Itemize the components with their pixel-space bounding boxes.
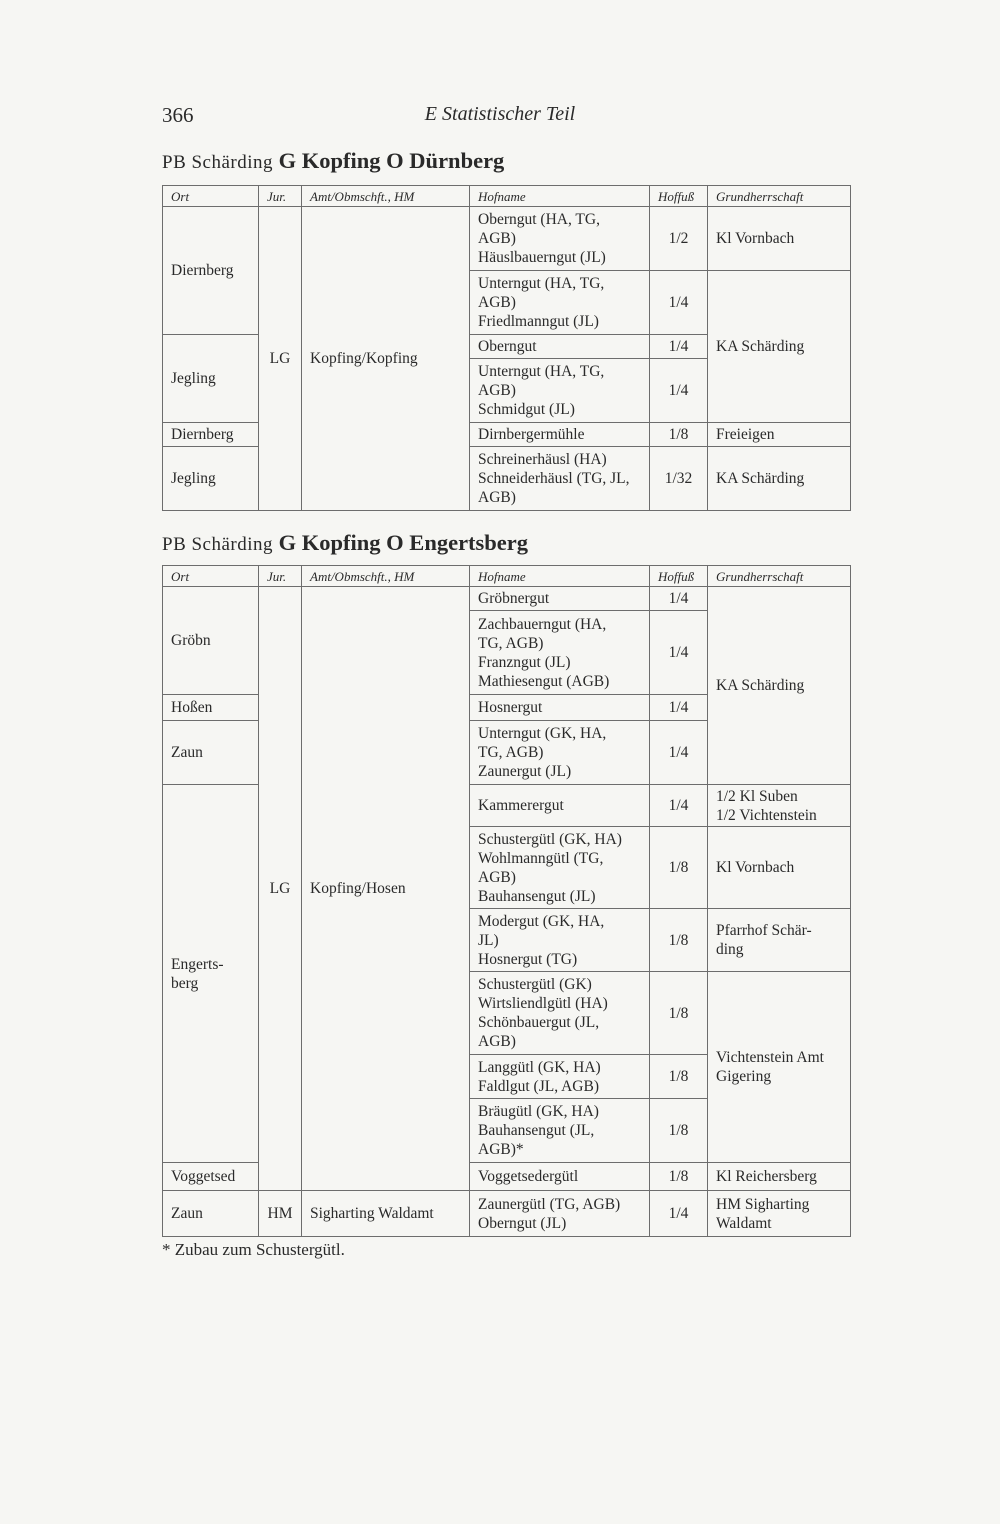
cell-ort: Diernberg	[163, 207, 259, 335]
cell-hofname: Bräugütl (GK, HA) Bauhansengut (JL, AGB)*	[470, 1099, 650, 1163]
col-header-hoffuss: Hoffuß	[650, 566, 708, 587]
cell-hoffuss: 1/4	[650, 1191, 708, 1237]
cell-hoffuss: 1/4	[650, 587, 708, 611]
cell-hoffuss: 1/8	[650, 827, 708, 909]
cell-hofname: Dirnbergermühle	[470, 423, 650, 447]
section-prefix: PB Schärding	[162, 152, 274, 173]
cell-grundherrschaft: KA Schärding	[708, 587, 851, 785]
cell-hofname: Zachbauerngut (HA, TG, AGB) Franzngut (JL) Mathiesengut (AGB)	[470, 611, 650, 695]
cell-amt: Kopfing/Kopfing	[302, 207, 470, 511]
cell-ort: Engerts- berg	[163, 785, 259, 1163]
cell-grundherrschaft: Kl Vornbach	[708, 827, 851, 909]
table-row	[163, 587, 851, 611]
footnote: * Zubau zum Schustergütl.	[162, 1240, 345, 1259]
col-header-amt: Amt/Obmschft., HM	[302, 566, 470, 587]
cell-jur: HM	[259, 1191, 302, 1237]
cell-hofname: Kammerergut	[470, 785, 650, 827]
cell-hoffuss: 1/4	[650, 695, 708, 721]
cell-hofname: Unterngut (GK, HA, TG, AGB) Zaunergut (JL)	[470, 721, 650, 785]
cell-ort: Gröbn	[163, 587, 259, 695]
page-number: 366	[162, 103, 194, 127]
table-engertsberg	[162, 565, 851, 1237]
cell-hofname: Schreinerhäusl (HA) Schneiderhäusl (TG, JL, AGB)	[470, 447, 650, 511]
cell-hofname: Unterngut (HA, TG, AGB) Schmidgut (JL)	[470, 359, 650, 423]
cell-hoffuss: 1/32	[650, 447, 708, 511]
cell-hofname: Unterngut (HA, TG, AGB) Friedlmanngut (JL)	[470, 271, 650, 335]
section-heading: G Kopfing O Engertsberg	[278, 530, 529, 555]
cell-grundherrschaft: Kl Reichersberg	[708, 1163, 851, 1191]
col-header-hofname: Hofname	[470, 186, 650, 207]
cell-hoffuss: 1/4	[650, 611, 708, 695]
cell-hoffuss: 1/8	[650, 1163, 708, 1191]
cell-jur: LG	[259, 587, 302, 1191]
table-duernberg	[162, 185, 851, 511]
cell-grundherrschaft: HM Sigharting Waldamt	[708, 1191, 851, 1237]
cell-hofname: Hosnergut	[470, 695, 650, 721]
cell-ort: Jegling	[163, 335, 259, 423]
col-header-grundherrschaft: Grundherrschaft	[708, 566, 851, 587]
cell-grundherrschaft: Pfarrhof Schär- ding	[708, 909, 851, 972]
cell-hofname: Modergut (GK, HA, JL) Hosnergut (TG)	[470, 909, 650, 972]
cell-grundherrschaft: KA Schärding	[708, 271, 851, 423]
cell-hoffuss: 1/8	[650, 909, 708, 972]
cell-hoffuss: 1/4	[650, 359, 708, 423]
table-row	[163, 1191, 851, 1237]
cell-hoffuss: 1/4	[650, 785, 708, 827]
col-header-amt: Amt/Obmschft., HM	[302, 186, 470, 207]
col-header-ort: Ort	[163, 186, 259, 207]
col-header-grundherrschaft: Grundherrschaft	[708, 186, 851, 207]
cell-hoffuss: 1/8	[650, 1099, 708, 1163]
cell-hofname: Oberngut (HA, TG, AGB) Häuslbauerngut (JL)	[470, 207, 650, 271]
section-prefix: PB Schärding	[162, 534, 274, 555]
cell-grundherrschaft: Freieigen	[708, 423, 851, 447]
cell-amt: Sigharting Waldamt	[302, 1191, 470, 1237]
cell-ort: Diernberg	[163, 423, 259, 447]
cell-hofname: Voggetsedergütl	[470, 1163, 650, 1191]
cell-ort: Zaun	[163, 721, 259, 785]
cell-hoffuss: 1/8	[650, 423, 708, 447]
col-header-ort: Ort	[163, 566, 259, 587]
table-row	[163, 207, 851, 271]
cell-grundherrschaft: KA Schärding	[708, 447, 851, 511]
table-header-row	[163, 566, 851, 587]
section-title-engertsberg	[162, 530, 528, 556]
cell-grundherrschaft: Vichtenstein Amt Gigering	[708, 972, 851, 1163]
col-header-jur: Jur.	[259, 566, 302, 587]
section-title-duernberg	[162, 148, 504, 174]
cell-hofname: Schustergütl (GK) Wirtsliendlgütl (HA) Schönbauergut (JL, AGB)	[470, 972, 650, 1055]
cell-hofname: Langgütl (GK, HA) Faldlgut (JL, AGB)	[470, 1055, 650, 1099]
table-header-row	[163, 186, 851, 207]
cell-hofname: Zaunergütl (TG, AGB) Oberngut (JL)	[470, 1191, 650, 1237]
cell-hofname: Gröbnergut	[470, 587, 650, 611]
cell-ort: Zaun	[163, 1191, 259, 1237]
col-header-hoffuss: Hoffuß	[650, 186, 708, 207]
cell-grundherrschaft: Kl Vornbach	[708, 207, 851, 271]
col-header-hofname: Hofname	[470, 566, 650, 587]
cell-hoffuss: 1/4	[650, 335, 708, 359]
cell-hoffuss: 1/4	[650, 721, 708, 785]
col-header-jur: Jur.	[259, 186, 302, 207]
cell-hoffuss: 1/8	[650, 972, 708, 1055]
section-heading: G Kopfing O Dürnberg	[278, 148, 505, 173]
cell-hoffuss: 1/4	[650, 271, 708, 335]
cell-jur: LG	[259, 207, 302, 511]
cell-grundherrschaft: 1/2 Kl Suben 1/2 Vichtenstein	[708, 785, 851, 827]
running-head: E Statistischer Teil	[424, 103, 576, 125]
cell-amt: Kopfing/Hosen	[302, 587, 470, 1191]
cell-ort: Jegling	[163, 447, 259, 511]
cell-hoffuss: 1/8	[650, 1055, 708, 1099]
cell-ort: Voggetsed	[163, 1163, 259, 1191]
cell-ort: Hoßen	[163, 695, 259, 721]
cell-hoffuss: 1/2	[650, 207, 708, 271]
cell-hofname: Schustergütl (GK, HA) Wohlmanngütl (TG, AGB) Bauhansengut (JL)	[470, 827, 650, 909]
cell-hofname: Oberngut	[470, 335, 650, 359]
